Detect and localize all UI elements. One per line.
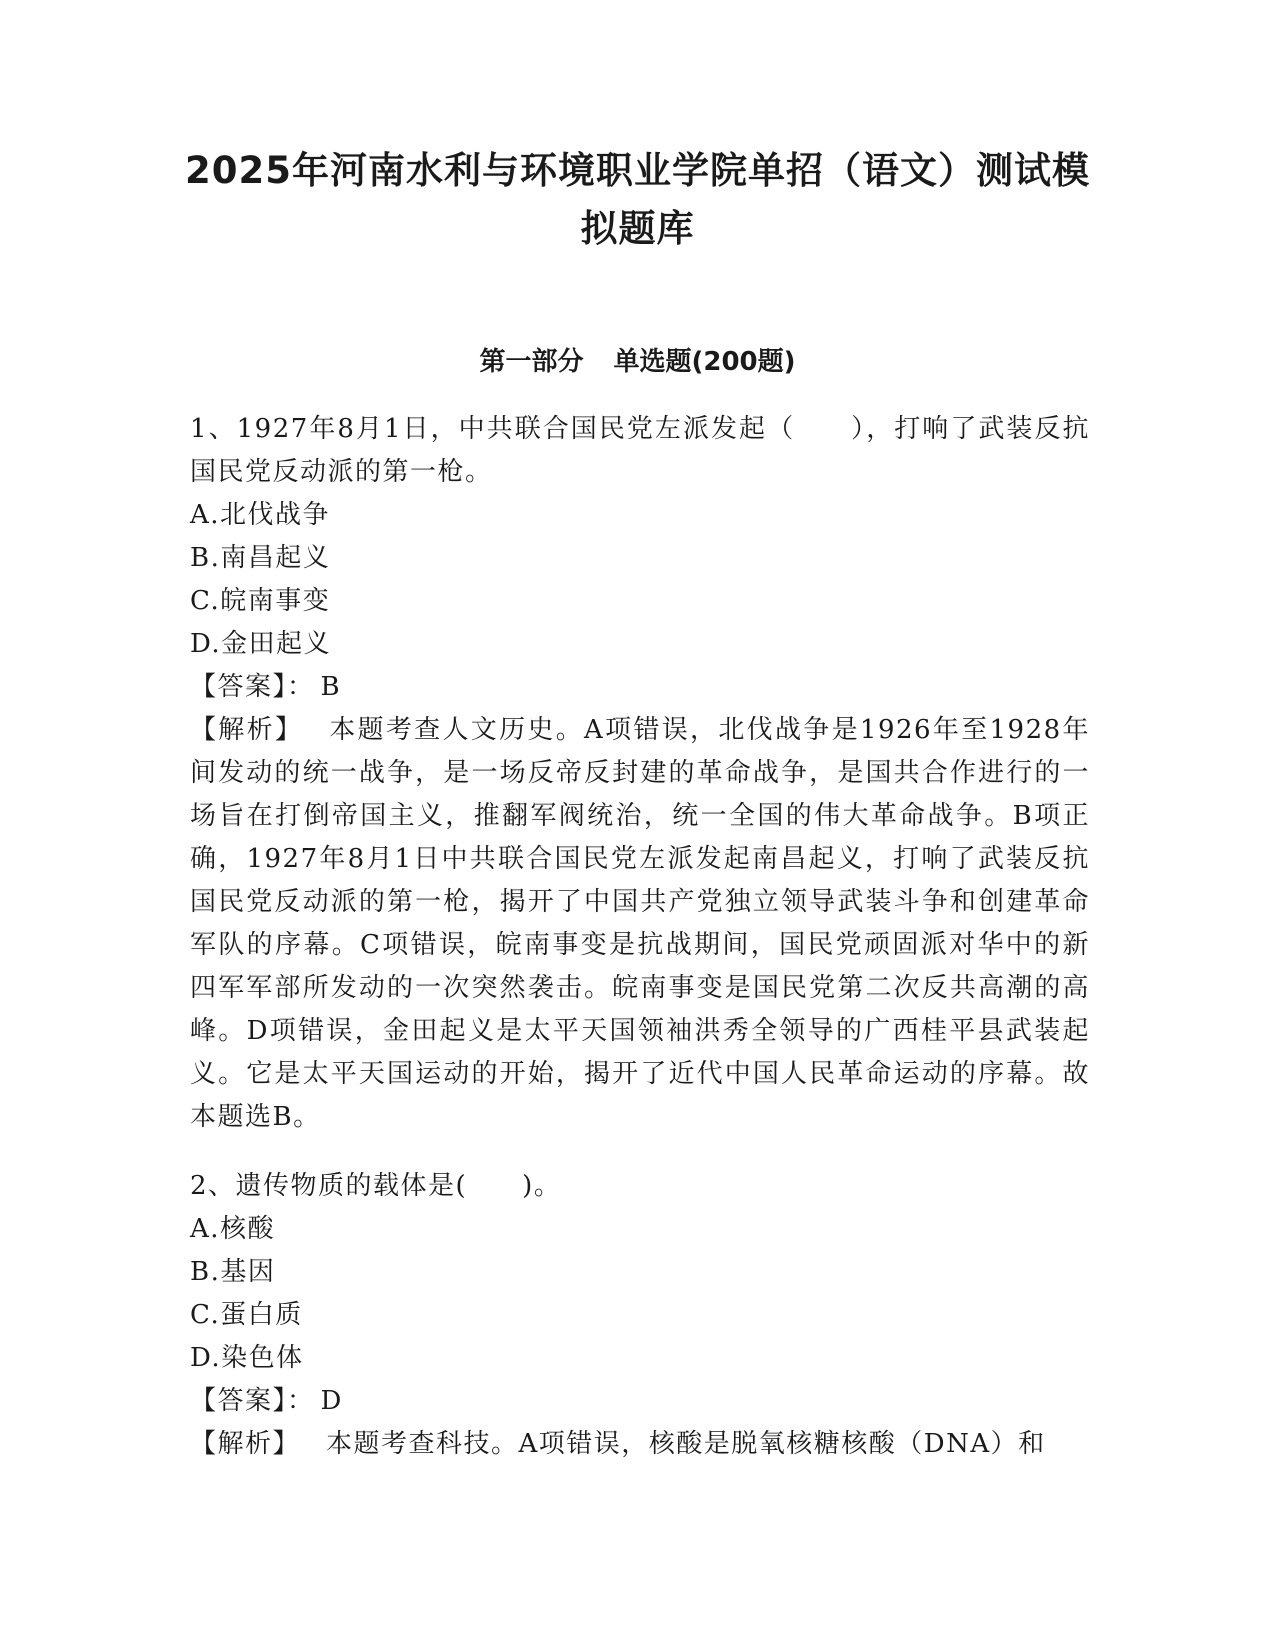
section-name: 单选题(200题) <box>613 347 796 377</box>
option-d: D.金田起义 <box>190 629 332 659</box>
option-c: C.蛋白质 <box>190 1300 303 1330</box>
analysis-label: 【解析】 <box>190 1429 301 1459</box>
option-c: C.皖南事变 <box>190 586 331 616</box>
analysis-text: 本题考查科技。A项错误，核酸是脱氧核糖核酸（DNA）和 <box>326 1429 1046 1459</box>
title-line-2: 拟题库 <box>580 207 695 250</box>
analysis <box>190 709 1090 1139</box>
question-stem: 2、遗传物质的载体是( )。 <box>190 1171 562 1201</box>
section-heading <box>150 344 1125 380</box>
option-d: D.染色体 <box>190 1343 304 1373</box>
question-block <box>190 408 1090 1139</box>
title-line-1: 2025年河南水利与环境职业学院单招（语文）测试模 <box>185 149 1090 192</box>
answer-label: 【答案】： <box>190 1386 315 1416</box>
question-block <box>190 1165 1090 1466</box>
question-stem: 1、1927年8月1日，中共联合国民党左派发起（ ），打响了武装反抗国民党反动派的第一枪。 <box>190 414 1090 487</box>
answer-line <box>190 1380 1090 1423</box>
document-title <box>150 142 1125 258</box>
option-b: B.基因 <box>190 1257 276 1287</box>
analysis-text: 本题考查人文历史。A项错误，北伐战争是1926年至1928年间发动的统一战争，是一场反帝反封建的革命战争，是国共合作进行的一场旨在打倒帝国主义，推翻军阀统治，统一全国的伟大革命战争。B项正确，1927年8月1日中共联合国民党左派发起南昌起义，打响了武装反抗国民党反动派的第一枪，揭开了中国共产党独立领导武装斗争和创建革命军队的序幕。C项错误，皖南事变是抗战期间，国民党顽固派对华中的新四军军部所发动的一次突然袭击。皖南事变是国民党第二次反共高潮的高峰。D项错误，金田起义是太平天国领袖洪秀全领导的广西桂平县武装起义。它是太平天国运动的开始，揭开了近代中国人民革命运动的序幕。故本题选B。 <box>190 715 1090 1132</box>
option-b: B.南昌起义 <box>190 543 331 573</box>
analysis <box>190 1423 1090 1466</box>
option-a: A.核酸 <box>190 1214 276 1244</box>
answer-value: B <box>320 672 342 702</box>
option-a: A.北伐战争 <box>190 500 331 530</box>
answer-line <box>190 666 1090 709</box>
analysis-label: 【解析】 <box>190 715 304 745</box>
section-part: 第一部分 <box>479 347 584 377</box>
answer-value: D <box>320 1386 343 1416</box>
answer-label: 【答案】： <box>190 672 315 702</box>
